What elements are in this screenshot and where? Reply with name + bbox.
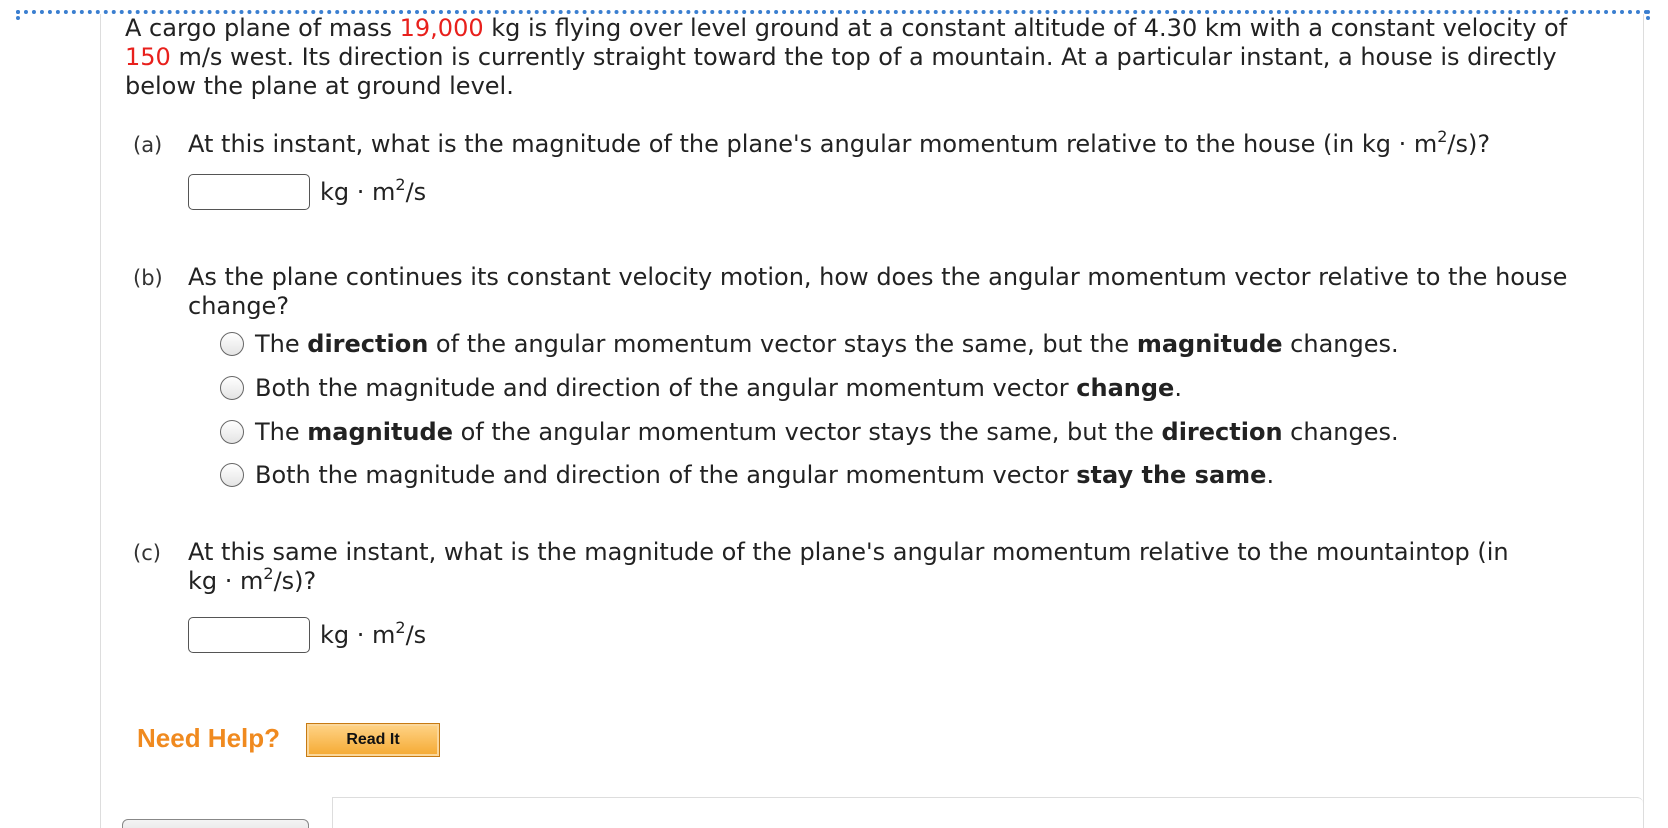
stem-text-1: A cargo plane of mass (125, 14, 400, 42)
part-c-unit: kg · $m^2/s$ (320, 618, 427, 649)
option-label: The magnitude of the angular momentum vector stays the same, but the direction changes. (255, 418, 1399, 446)
part-b-option-2[interactable] (220, 374, 1182, 402)
part-b-option-4[interactable] (220, 461, 1274, 489)
radio-button[interactable] (220, 463, 244, 487)
lower-panel (332, 797, 1643, 828)
part-c-question: At this same instant, what is the magnitude of the plane's angular momentum relative to the mountaintop (in kg · $m^2/s$)? (188, 538, 1509, 595)
part-b-question: As the plane continues its constant velocity motion, how does the angular momentum vector relative to the house change? (188, 263, 1568, 320)
option-label: Both the magnitude and direction of the angular momentum vector stay the same. (255, 461, 1275, 489)
part-c-label: (c) (133, 541, 161, 565)
radio-button[interactable] (220, 376, 244, 400)
part-a-answer (188, 174, 426, 210)
part-a-question: At this instant, what is the magnitude of the plane's angular momentum relative to the house (in kg · $m^2/s$)? (188, 127, 1491, 158)
mass-value: 19,000 (399, 14, 484, 42)
option-label: Both the magnitude and direction of the angular momentum vector change. (255, 374, 1182, 402)
velocity-value: 150 (125, 43, 171, 71)
radio-button[interactable] (220, 420, 244, 444)
focus-outline-right (1646, 10, 1650, 20)
part-b-label: (b) (133, 266, 163, 290)
focus-outline-left (16, 10, 20, 20)
part-c-answer (188, 617, 426, 653)
need-help-label: Need Help? (137, 723, 281, 753)
part-a-unit: kg · $m^2/s$ (320, 175, 427, 206)
submit-button[interactable] (122, 819, 309, 828)
stem-text-3: m/s west. Its direction is currently straight toward the top of a mountain. At a particular instant, a house is directly below the plane at ground level. (125, 43, 1557, 100)
option-label: The direction of the angular momentum vector stays the same, but the magnitude changes. (255, 330, 1399, 358)
stem-text-2: kg is flying over level ground at a constant altitude of 4.30 km with a constant velocity of (483, 14, 1568, 42)
part-b-option-1[interactable] (220, 330, 1399, 358)
radio-button[interactable] (220, 332, 244, 356)
part-b-option-3[interactable] (220, 418, 1399, 446)
part-a-answer-input[interactable] (188, 174, 310, 210)
question-stem (125, 14, 1615, 101)
part-a-label: (a) (133, 133, 163, 157)
read-it-button[interactable]: Read It (306, 723, 440, 757)
part-c-answer-input[interactable] (188, 617, 310, 653)
